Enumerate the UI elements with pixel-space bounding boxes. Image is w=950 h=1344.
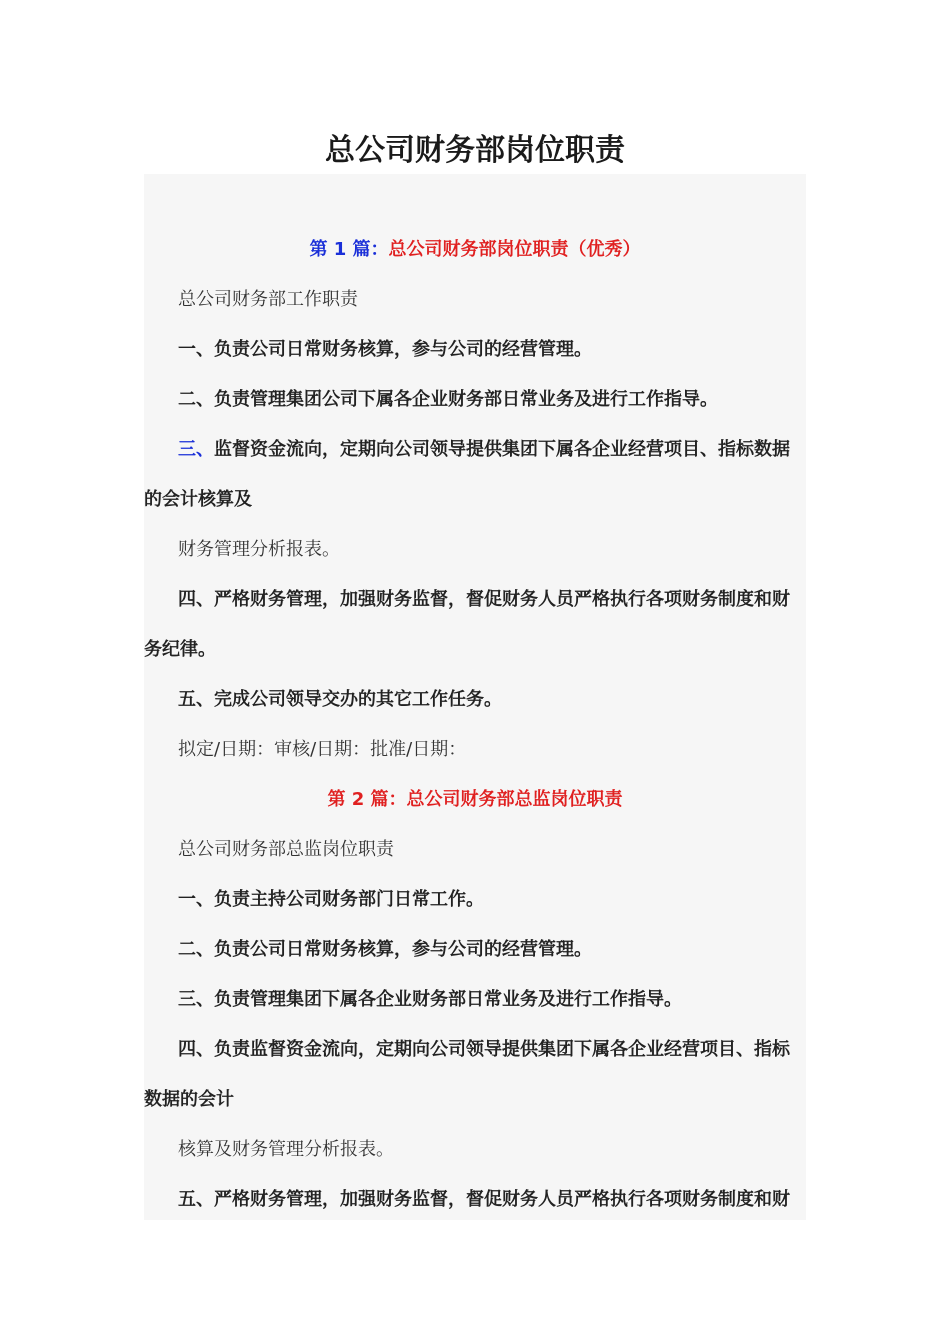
- article1-item-3-text: 监督资金流向，定期向公司领导提供集团下属各企业经营项目、指标数据: [214, 439, 790, 460]
- article1-heading-main: 总公司财务部岗位职责（优秀）: [388, 239, 641, 260]
- article-content-area: [144, 174, 806, 1220]
- article1-item-4: 四、严格财务管理，加强财务监督，督促财务人员严格执行各项财务制度和财: [178, 589, 790, 610]
- article1-item-5: 五、完成公司领导交办的其它工作任务。: [178, 689, 502, 710]
- article2-item-3: 三、负责管理集团下属各企业财务部日常业务及进行工作指导。: [178, 989, 682, 1010]
- article1-signoff: 拟定/日期：审核/日期：批准/日期：: [178, 739, 467, 760]
- article1-heading: [144, 225, 806, 275]
- article2-item-4: 四、负责监督资金流向，定期向公司领导提供集团下属各企业经营项目、指标: [178, 1039, 790, 1060]
- article1-item-2: 二、负责管理集团公司下属各企业财务部日常业务及进行工作指导。: [178, 389, 718, 410]
- article1-item-1: 一、负责公司日常财务核算，参与公司的经营管理。: [178, 339, 592, 360]
- document-title: 总公司财务部岗位职责: [325, 133, 625, 168]
- article1-item-4-continuation: 务纪律。: [144, 639, 216, 660]
- article2-heading: 第 2 篇：总公司财务部总监岗位职责: [327, 789, 623, 810]
- article2-item-4-tail: 核算及财务管理分析报表。: [178, 1139, 394, 1160]
- article2-item-1: 一、负责主持公司财务部门日常工作。: [178, 889, 484, 910]
- article2-item-4-continuation: 数据的会计: [144, 1089, 234, 1110]
- article1-item-3-tail: 财务管理分析报表。: [178, 539, 340, 560]
- article1-heading-prefix: 第 1 篇：: [309, 239, 389, 260]
- article1-item-3: [144, 425, 806, 475]
- article2-subtitle: 总公司财务部总监岗位职责: [178, 839, 394, 860]
- article1-subtitle: 总公司财务部工作职责: [178, 289, 358, 310]
- article2-item-2: 二、负责公司日常财务核算，参与公司的经营管理。: [178, 939, 592, 960]
- article1-item-3-continuation: 的会计核算及: [144, 489, 252, 510]
- article2-item-5: 五、严格财务管理，加强财务监督，督促财务人员严格执行各项财务制度和财: [178, 1189, 790, 1210]
- article1-item-3-prefix: 三、: [178, 439, 214, 460]
